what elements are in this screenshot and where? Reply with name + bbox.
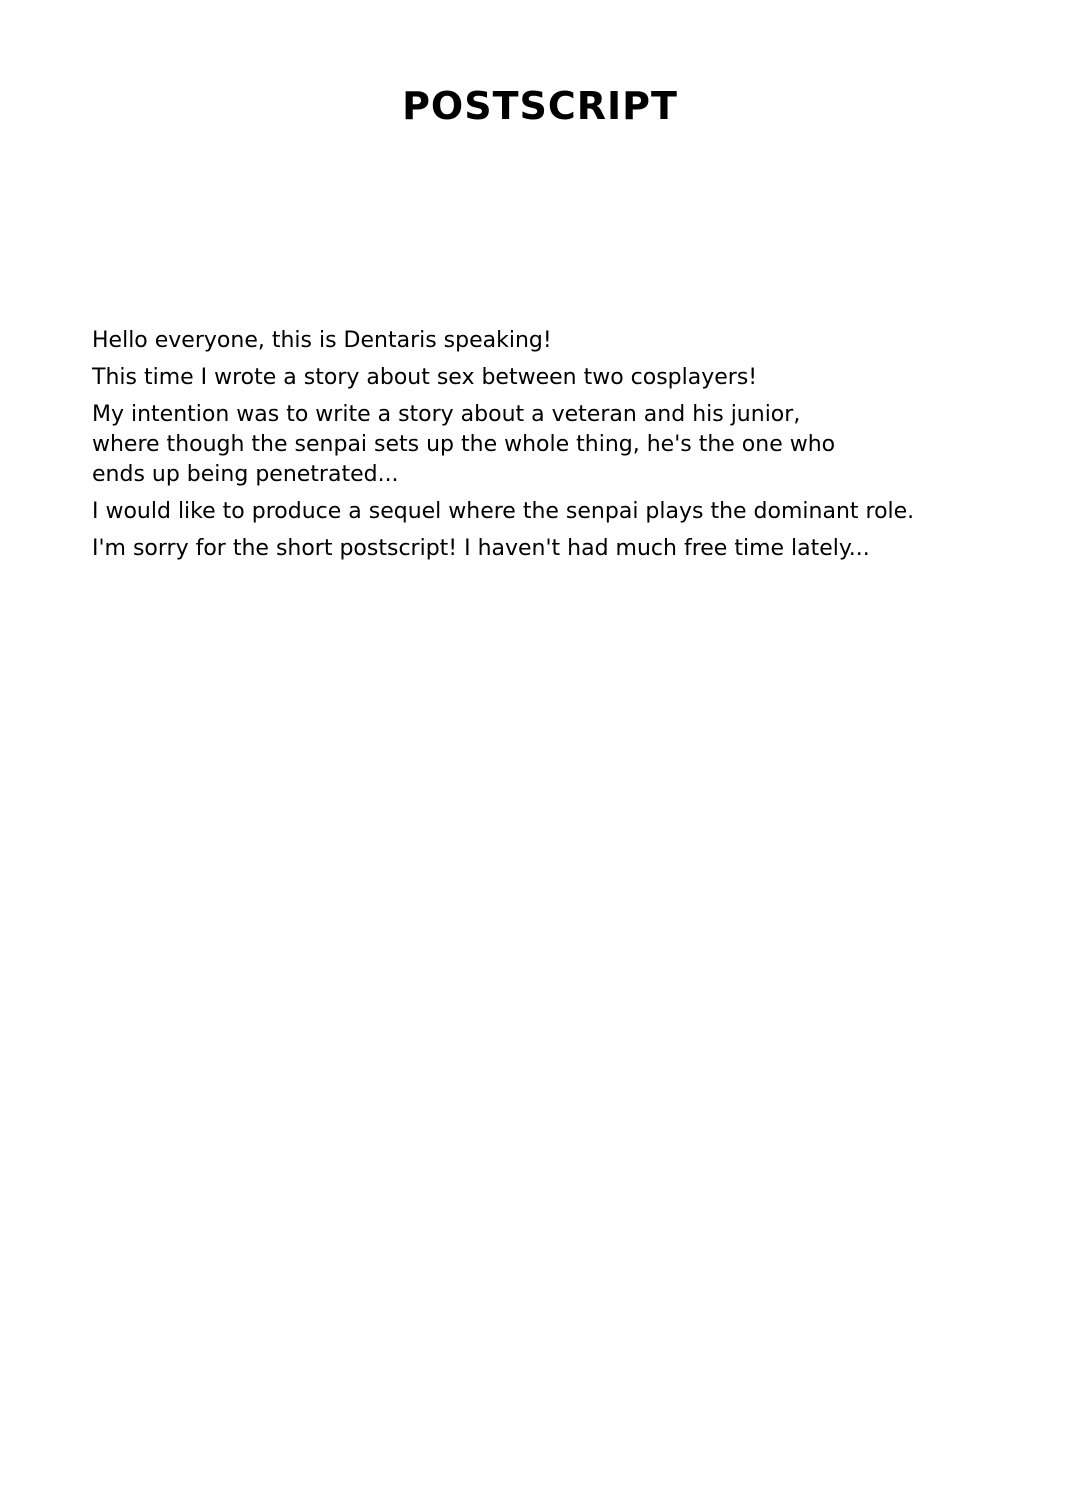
page-title: POSTSCRIPT [402,84,678,128]
paragraph-greeting: Hello everyone, this is Dentaris speaking! [92,328,552,353]
paragraph-intention: My intention was to write a story about a veteran and his junior, where though the senpai sets up the whole thing, he's the one who ends up being penetrated... [92,402,836,487]
paragraph-sequel: I would like to produce a sequel where the senpai plays the dominant role. [92,499,915,524]
paragraph-apology: I'm sorry for the short postscript! I haven't had much free time lately... [92,536,870,561]
paragraph-story-topic: This time I wrote a story about sex between two cosplayers! [92,365,758,390]
postscript-body [92,326,1022,571]
